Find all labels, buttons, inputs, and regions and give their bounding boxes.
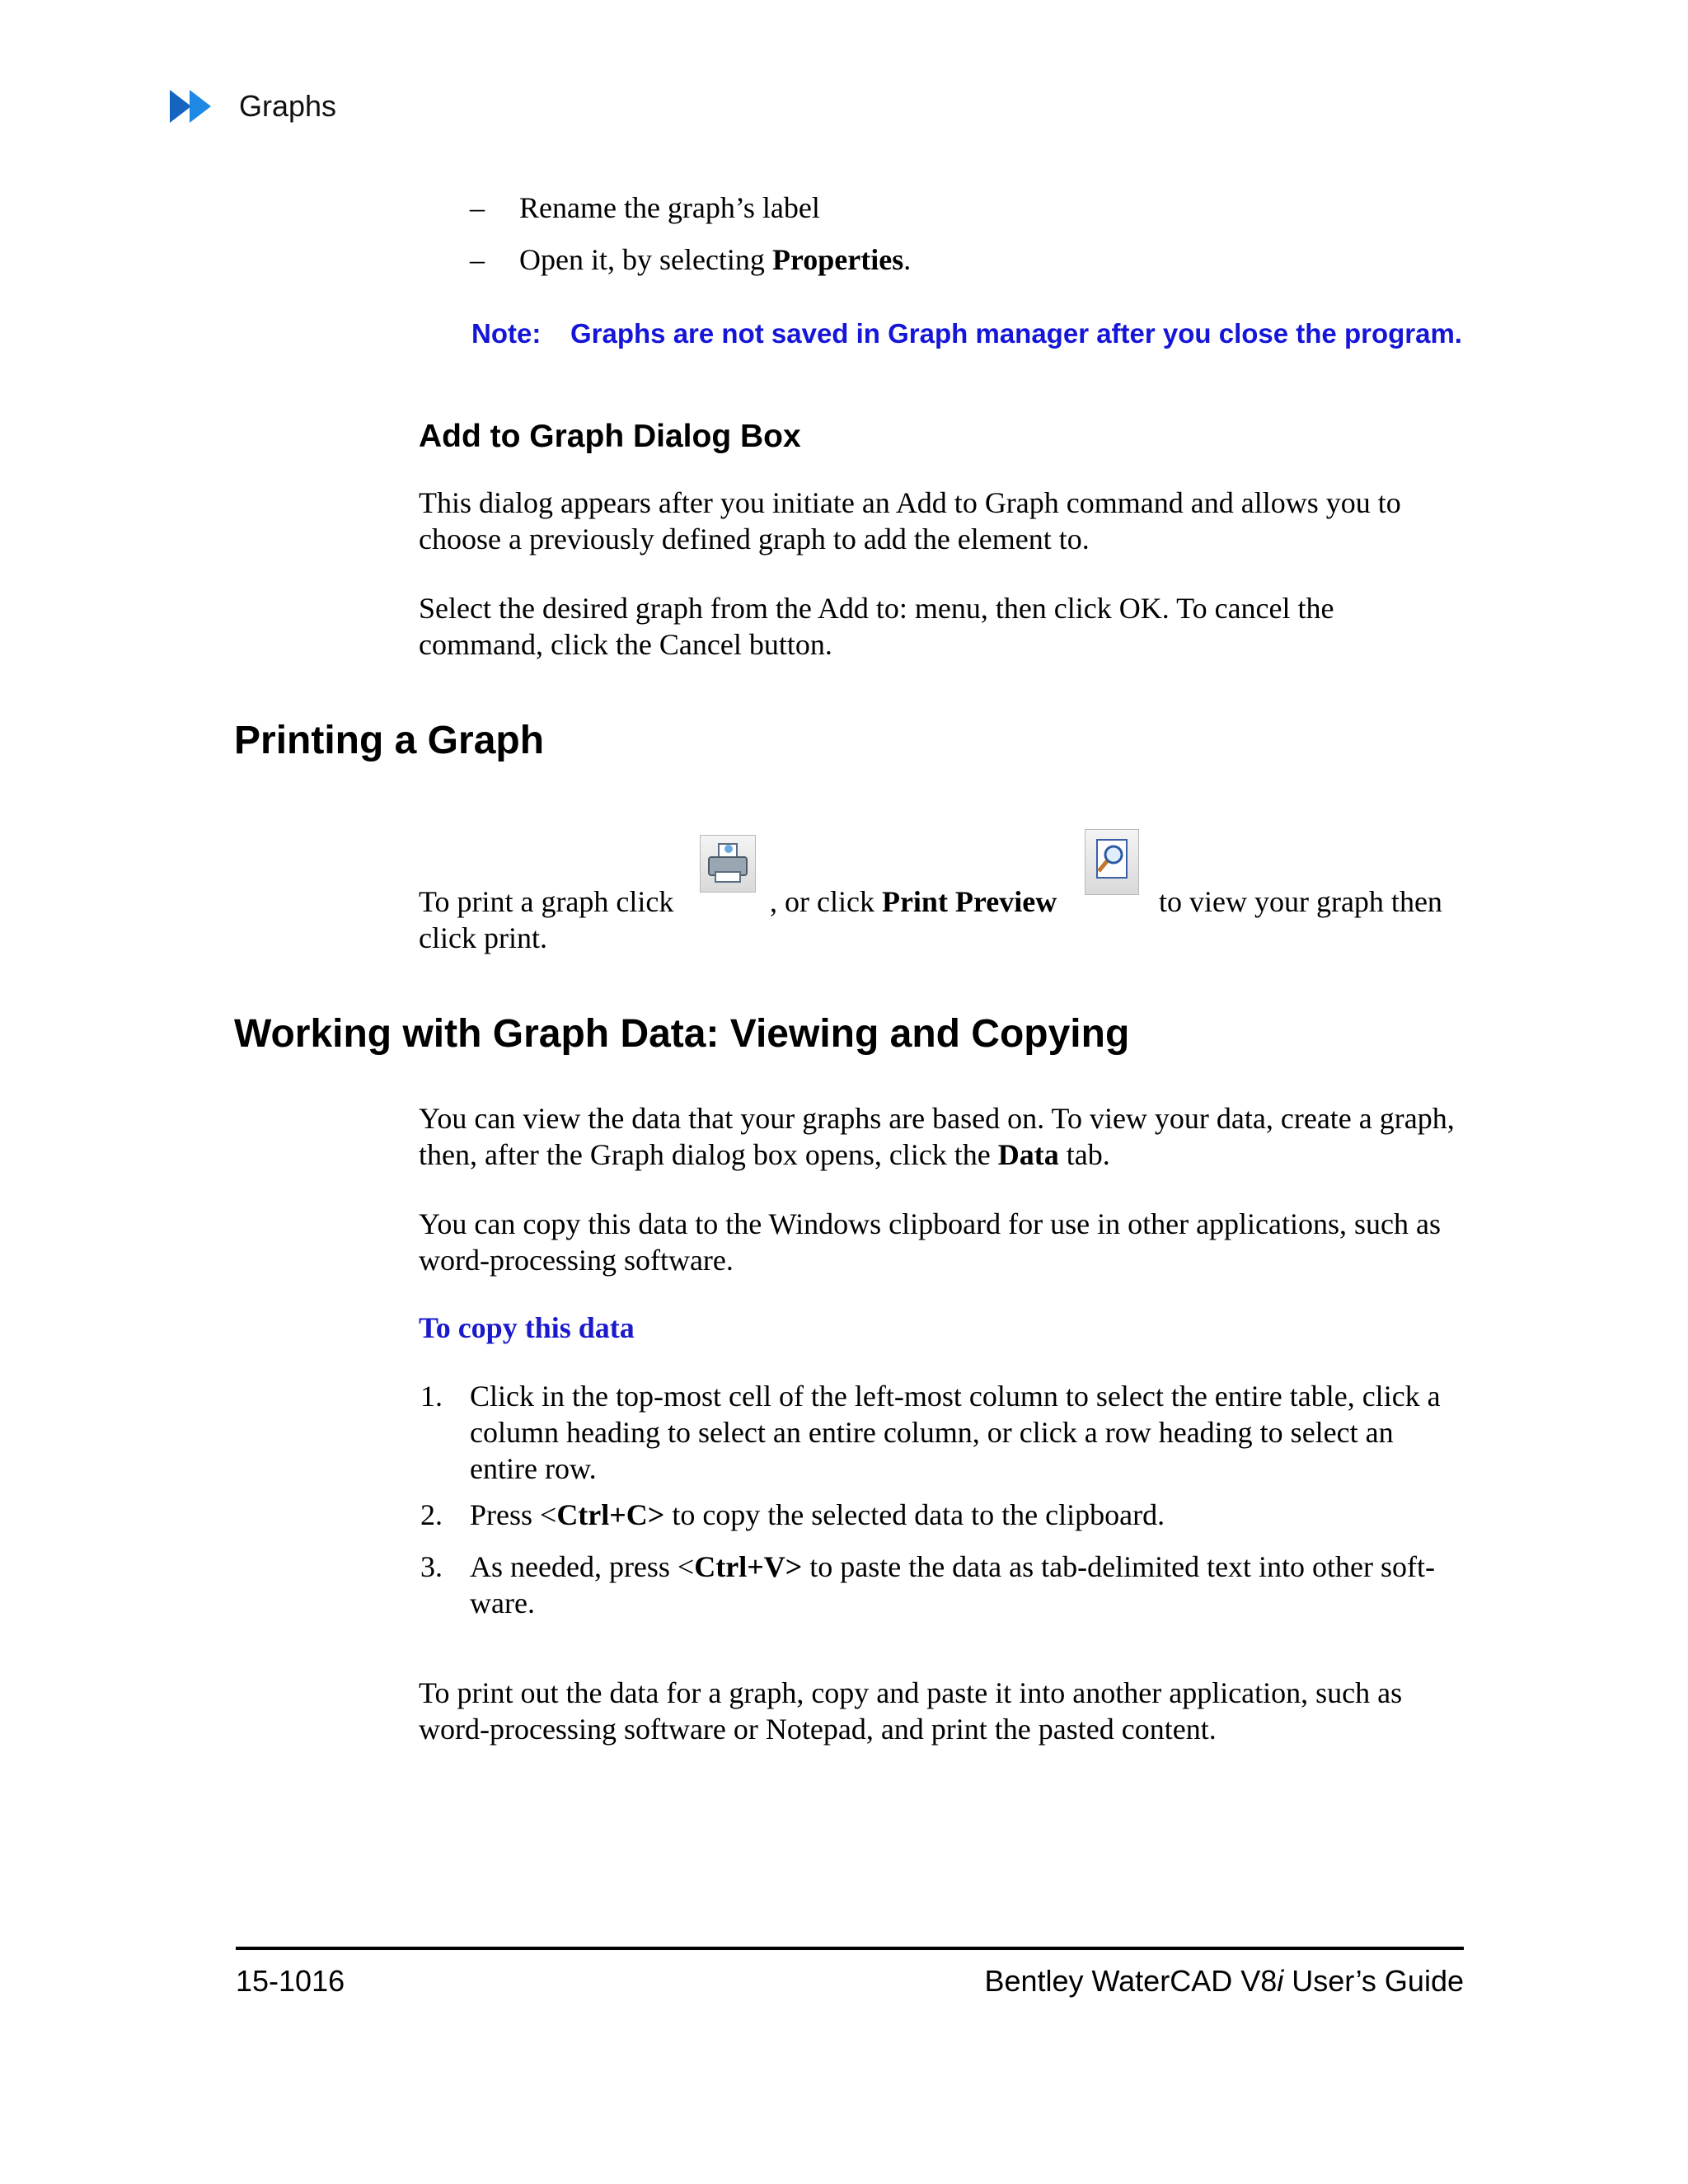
list-item: [420, 1549, 1467, 1621]
properties-term: Properties: [771, 243, 904, 276]
page-number: 15-1016: [236, 1964, 345, 1998]
list-dash: –: [470, 243, 485, 276]
footer-divider: [236, 1947, 1464, 1950]
print-text-part2: , or click Print Preview: [770, 885, 1057, 918]
step-number: 3.: [420, 1550, 443, 1583]
section-heading-add-to-graph: Add to Graph Dialog Box: [419, 419, 801, 454]
paragraph: This dialog appears after you initiate an Add to Graph command and allows you to choose a previously defined graph to add the element to.: [419, 486, 1401, 555]
step-text: Click in the top-most cell of the left-most column to select the entire table, click a column heading to select an entire column, or click a row heading to select an entire row.: [470, 1380, 1441, 1485]
paragraph: Select the desired graph from the Add to: menu, then click OK. To cancel the command, click the Cancel button.: [419, 592, 1334, 661]
list-item: [470, 190, 1459, 226]
footer-guide-title: Bentley WaterCAD V8i User’s Guide: [984, 1964, 1464, 1998]
list-item: [420, 1497, 1467, 1533]
note-text: Graphs are not saved in Graph manager after you close the program.: [570, 318, 1462, 349]
data-tab-term: Data: [997, 1138, 1059, 1171]
procedure-heading: To copy this data: [419, 1311, 635, 1344]
step-text: Press <Ctrl+C> to copy the selected data to the clipboard.: [470, 1498, 1165, 1531]
paragraph: You can view the data that your graphs are based on. To view your data, create a graph, then, after the Graph dialog box opens, click the Data tab.: [419, 1102, 1455, 1171]
step-number: 2.: [420, 1498, 443, 1531]
chapter-header: [170, 86, 336, 127]
list-dash: –: [470, 191, 485, 224]
print-text-part3: to view your graph then: [1159, 885, 1442, 918]
note-label: Note:: [471, 318, 542, 349]
section-heading-working-with-data: Working with Graph Data: Viewing and Copying: [234, 1012, 1130, 1056]
paragraph: You can copy this data to the Windows clipboard for use in other applications, such as word-processing software.: [419, 1207, 1441, 1277]
shortcut-ctrl-c: Ctrl+C>: [556, 1498, 665, 1531]
step-number: 1.: [420, 1380, 443, 1413]
print-preview-icon: [1085, 830, 1138, 894]
print-button[interactable]: [700, 835, 756, 893]
shortcut-ctrl-v: Ctrl+V>: [694, 1550, 803, 1583]
double-arrow-icon: [170, 86, 223, 127]
chapter-title: Graphs: [239, 89, 337, 123]
paragraph: To print out the data for a graph, copy and paste it into another application, such as word-processing software or Notepad, and print the pasted content.: [419, 1676, 1403, 1746]
list-item: [470, 241, 1459, 278]
list-item-text: Rename the graph’s label: [519, 191, 820, 224]
print-preview-button[interactable]: [1085, 829, 1139, 895]
list-item: [420, 1378, 1467, 1487]
printer-icon: [701, 836, 755, 892]
step-text: As needed, press <Ctrl+V> to paste the data as tab-delimited text into other soft- ware.: [470, 1550, 1436, 1619]
print-text-line2: click print.: [419, 921, 547, 954]
print-preview-term: Print Preview: [881, 885, 1057, 918]
print-text-part1: To print a graph click: [419, 885, 674, 918]
section-heading-printing: Printing a Graph: [234, 719, 545, 762]
note-block: [471, 317, 1477, 350]
list-item-text: Open it, by selecting Properties.: [519, 243, 912, 276]
